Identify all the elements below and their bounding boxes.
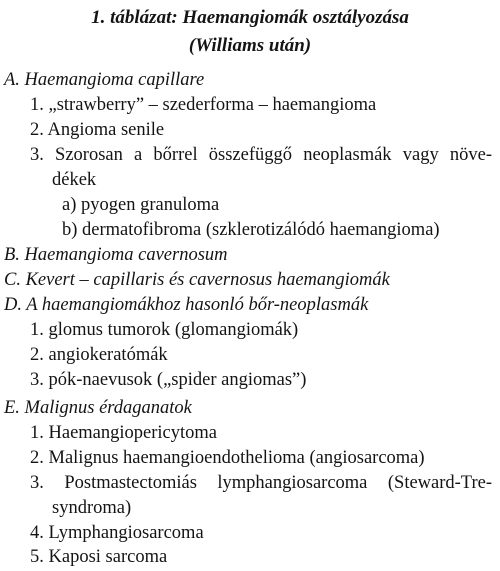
section-e-heading: E. Malignus érdaganatok xyxy=(4,398,192,418)
section-a-item-1: 1. „strawberry” – szederforma – haemangioma xyxy=(30,95,377,115)
section-d-item-2: 2. angiokeratómák xyxy=(30,345,168,365)
table-subtitle: (Williams után) xyxy=(188,35,312,56)
section-e-item-5: 5. Kaposi sarcoma xyxy=(30,547,168,567)
section-d-item-1: 1. glomus tumorok (glomangiomák) xyxy=(30,320,299,340)
section-b-heading: B. Haemangioma cavernosum xyxy=(4,245,228,265)
section-d-heading: D. A haemangiomákhoz hasonló bőr-neoplasmák xyxy=(4,295,369,315)
section-e-item-3: 3. Postmastectomiás lymphangiosarcoma (Steward-Tre- xyxy=(30,473,492,493)
section-a-subitem-b: b) dermatofibroma (szklerotizálódó haemangioma) xyxy=(62,220,440,240)
section-a-item-2: 2. Angioma senile xyxy=(30,120,165,140)
section-d-item-3: 3. pók-naevusok („spider angiomas”) xyxy=(30,370,307,390)
section-a-item-3-cont: dékek xyxy=(52,170,97,190)
table-title: 1. táblázat: Haemangiomák osztályozása xyxy=(91,7,409,28)
section-e-item-4: 4. Lymphangiosarcoma xyxy=(30,523,204,543)
section-a-heading: A. Haemangioma capillare xyxy=(4,70,205,90)
section-a-item-3: 3. Szorosan a bőrrel összefüggő neoplasmák vagy növe- xyxy=(30,145,492,165)
section-e-item-2: 2. Malignus haemangioendothelioma (angiosarcoma) xyxy=(30,448,425,468)
section-e-item-3-cont: syndroma) xyxy=(52,498,132,518)
section-a-subitem-a: a) pyogen granuloma xyxy=(62,195,220,215)
section-c-heading: C. Kevert – capillaris és cavernosus haemangiomák xyxy=(4,270,390,290)
section-e-item-1: 1. Haemangiopericytoma xyxy=(30,423,217,443)
